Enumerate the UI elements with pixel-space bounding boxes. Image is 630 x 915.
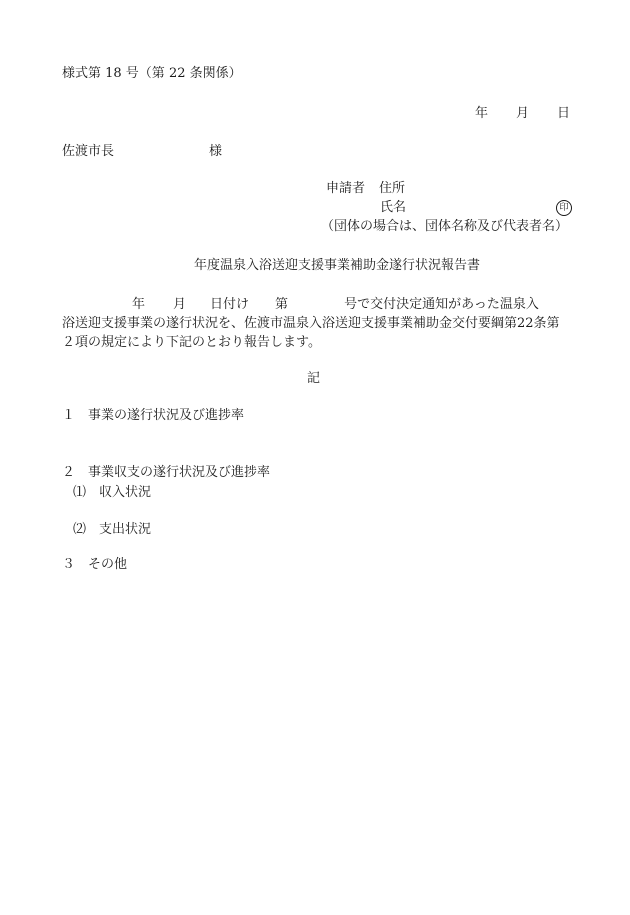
ki-heading: 記 bbox=[307, 371, 321, 386]
date-day: 日 bbox=[557, 106, 571, 121]
section-3: ３ その他 bbox=[62, 557, 128, 572]
body-paragraph bbox=[62, 295, 582, 352]
form-number: 様式第 18 号（第 22 条関係） bbox=[62, 66, 242, 81]
addressee-name: 佐渡市長 bbox=[62, 144, 115, 159]
applicant-label: 申請者 bbox=[326, 181, 366, 196]
document-title: 年度温泉入浴送迎支援事業補助金遂行状況報告書 bbox=[194, 258, 481, 273]
body-line-2: 浴送迎支援事業の遂行状況を、佐渡市温泉入浴送迎支援事業補助金交付要綱第22条第 bbox=[62, 316, 560, 331]
section-1: １ 事業の遂行状況及び進捗率 bbox=[62, 408, 245, 423]
addressee-honorific: 様 bbox=[209, 144, 223, 159]
applicant-address-row bbox=[326, 182, 405, 195]
body-year: 年 bbox=[132, 297, 146, 312]
section-2-2: ⑵ 支出状況 bbox=[73, 522, 152, 537]
body-month: 月 bbox=[173, 297, 187, 312]
body-line1-rest: 号で交付決定通知があった温泉入 bbox=[344, 297, 539, 312]
date-year: 年 bbox=[475, 106, 489, 121]
group-note: （団体の場合は、団体名称及び代表者名） bbox=[321, 219, 569, 234]
seal-mark: 印 bbox=[556, 200, 572, 216]
date-month: 月 bbox=[516, 106, 530, 121]
section-2-1: ⑴ 収入状況 bbox=[73, 485, 152, 500]
addressee bbox=[62, 145, 222, 158]
date-line bbox=[475, 107, 570, 120]
section-2: ２ 事業収支の遂行状況及び進捗率 bbox=[62, 465, 271, 480]
body-line-3: ２項の規定により下記のとおり報告します。 bbox=[62, 335, 321, 350]
applicant-name-label: 氏名 bbox=[380, 200, 407, 215]
address-label: 住所 bbox=[379, 181, 406, 196]
body-line-1 bbox=[62, 295, 582, 314]
body-dai: 第 bbox=[275, 297, 289, 312]
body-day: 日付け bbox=[210, 297, 250, 312]
